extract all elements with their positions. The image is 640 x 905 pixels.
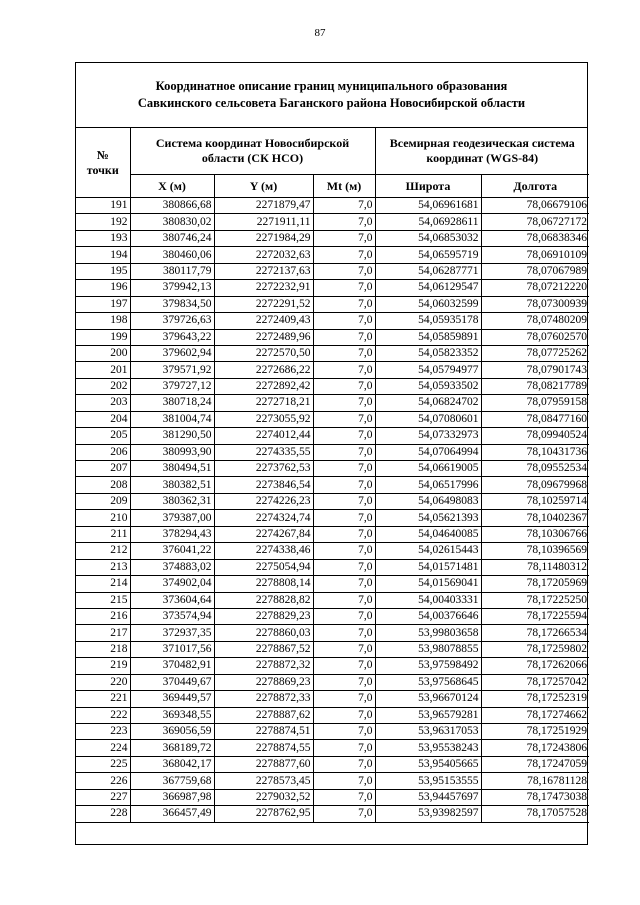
x-cell: 370449,67 xyxy=(130,674,214,690)
longitude-cell: 78,07725262 xyxy=(481,345,589,361)
latitude-cell: 53,97568645 xyxy=(375,674,481,690)
header-x: X (м) xyxy=(130,175,214,198)
table-row xyxy=(76,362,589,378)
y-cell: 2274335,55 xyxy=(214,444,313,460)
latitude-cell: 54,05823352 xyxy=(375,345,481,361)
latitude-cell: 53,93982597 xyxy=(375,806,481,822)
table-row xyxy=(76,559,589,575)
x-cell: 374883,02 xyxy=(130,559,214,575)
mt-cell: 7,0 xyxy=(313,329,375,345)
latitude-cell: 54,06129547 xyxy=(375,280,481,296)
x-cell: 380382,51 xyxy=(130,477,214,493)
x-cell: 379834,50 xyxy=(130,296,214,312)
latitude-cell: 54,00376646 xyxy=(375,608,481,624)
mt-cell: 7,0 xyxy=(313,411,375,427)
longitude-cell: 78,09679968 xyxy=(481,477,589,493)
mt-cell: 7,0 xyxy=(313,674,375,690)
point-number-cell: 199 xyxy=(76,329,130,345)
latitude-cell: 54,06498083 xyxy=(375,493,481,509)
point-number-cell: 219 xyxy=(76,658,130,674)
longitude-cell: 78,07067989 xyxy=(481,263,589,279)
table-row xyxy=(76,493,589,509)
header-local-system: Система координат Новосибирской области (СК НСО) xyxy=(130,128,375,175)
y-cell: 2272718,21 xyxy=(214,395,313,411)
table-row xyxy=(76,789,589,805)
table-row xyxy=(76,576,589,592)
table-row xyxy=(76,756,589,772)
latitude-cell: 53,98078855 xyxy=(375,641,481,657)
mt-cell: 7,0 xyxy=(313,526,375,542)
x-cell: 380830,02 xyxy=(130,214,214,230)
mt-cell: 7,0 xyxy=(313,345,375,361)
y-cell: 2278874,55 xyxy=(214,740,313,756)
longitude-cell: 78,17225250 xyxy=(481,592,589,608)
longitude-cell: 78,07480209 xyxy=(481,313,589,329)
point-number-cell: 195 xyxy=(76,263,130,279)
longitude-cell: 78,16781128 xyxy=(481,773,589,789)
longitude-cell: 78,08217789 xyxy=(481,378,589,394)
point-number-cell: 222 xyxy=(76,707,130,723)
latitude-cell: 53,99803658 xyxy=(375,625,481,641)
point-number-cell: 205 xyxy=(76,428,130,444)
point-number-cell: 198 xyxy=(76,313,130,329)
latitude-cell: 53,95538243 xyxy=(375,740,481,756)
header-longitude: Долгота xyxy=(481,175,589,198)
latitude-cell: 53,96317053 xyxy=(375,724,481,740)
document-title xyxy=(76,63,587,128)
longitude-cell: 78,17057528 xyxy=(481,806,589,822)
longitude-cell: 78,17205969 xyxy=(481,576,589,592)
x-cell: 381290,50 xyxy=(130,428,214,444)
point-number-cell: 227 xyxy=(76,789,130,805)
mt-cell: 7,0 xyxy=(313,362,375,378)
y-cell: 2278762,95 xyxy=(214,806,313,822)
table-row xyxy=(76,625,589,641)
table-body xyxy=(76,198,589,823)
point-number-cell: 212 xyxy=(76,543,130,559)
point-number-cell: 206 xyxy=(76,444,130,460)
y-cell: 2272489,96 xyxy=(214,329,313,345)
mt-cell: 7,0 xyxy=(313,444,375,460)
point-number-cell: 226 xyxy=(76,773,130,789)
y-cell: 2274012,44 xyxy=(214,428,313,444)
mt-cell: 7,0 xyxy=(313,247,375,263)
mt-cell: 7,0 xyxy=(313,296,375,312)
latitude-cell: 54,01569041 xyxy=(375,576,481,592)
coordinates-table xyxy=(76,128,589,823)
point-number-cell: 200 xyxy=(76,345,130,361)
x-cell: 379643,22 xyxy=(130,329,214,345)
longitude-cell: 78,17274662 xyxy=(481,707,589,723)
table-row xyxy=(76,461,589,477)
point-number-cell: 197 xyxy=(76,296,130,312)
mt-cell: 7,0 xyxy=(313,395,375,411)
mt-cell: 7,0 xyxy=(313,608,375,624)
table-row xyxy=(76,707,589,723)
mt-cell: 7,0 xyxy=(313,559,375,575)
y-cell: 2272892,42 xyxy=(214,378,313,394)
point-number-cell: 207 xyxy=(76,461,130,477)
point-number-cell: 228 xyxy=(76,806,130,822)
y-cell: 2278874,51 xyxy=(214,724,313,740)
table-row xyxy=(76,543,589,559)
latitude-cell: 53,95405665 xyxy=(375,756,481,772)
longitude-cell: 78,17251929 xyxy=(481,724,589,740)
mt-cell: 7,0 xyxy=(313,740,375,756)
y-cell: 2274267,84 xyxy=(214,526,313,542)
latitude-cell: 53,94457697 xyxy=(375,789,481,805)
point-number-cell: 191 xyxy=(76,198,130,214)
mt-cell: 7,0 xyxy=(313,230,375,246)
point-number-cell: 223 xyxy=(76,724,130,740)
table-row xyxy=(76,313,589,329)
y-cell: 2278860,03 xyxy=(214,625,313,641)
y-cell: 2278829,23 xyxy=(214,608,313,624)
x-cell: 380494,51 xyxy=(130,461,214,477)
latitude-cell: 54,00403331 xyxy=(375,592,481,608)
longitude-cell: 78,17262066 xyxy=(481,658,589,674)
mt-cell: 7,0 xyxy=(313,773,375,789)
table-row xyxy=(76,296,589,312)
longitude-cell: 78,17266534 xyxy=(481,625,589,641)
latitude-cell: 54,04640085 xyxy=(375,526,481,542)
x-cell: 380746,24 xyxy=(130,230,214,246)
point-number-cell: 215 xyxy=(76,592,130,608)
x-cell: 379727,12 xyxy=(130,378,214,394)
table-row xyxy=(76,411,589,427)
mt-cell: 7,0 xyxy=(313,378,375,394)
mt-cell: 7,0 xyxy=(313,756,375,772)
latitude-cell: 54,05621393 xyxy=(375,510,481,526)
mt-cell: 7,0 xyxy=(313,263,375,279)
y-cell: 2271911,11 xyxy=(214,214,313,230)
point-number-cell: 220 xyxy=(76,674,130,690)
table-row xyxy=(76,658,589,674)
header-y: Y (м) xyxy=(214,175,313,198)
x-cell: 378294,43 xyxy=(130,526,214,542)
latitude-cell: 54,06928611 xyxy=(375,214,481,230)
x-cell: 370482,91 xyxy=(130,658,214,674)
table-row xyxy=(76,510,589,526)
table-row xyxy=(76,378,589,394)
point-number-cell: 217 xyxy=(76,625,130,641)
point-number-cell: 209 xyxy=(76,493,130,509)
y-cell: 2272686,22 xyxy=(214,362,313,378)
longitude-cell: 78,10396569 xyxy=(481,543,589,559)
point-number-cell: 201 xyxy=(76,362,130,378)
longitude-cell: 78,07602570 xyxy=(481,329,589,345)
longitude-cell: 78,17225594 xyxy=(481,608,589,624)
x-cell: 381004,74 xyxy=(130,411,214,427)
mt-cell: 7,0 xyxy=(313,477,375,493)
header-mt: Mt (м) xyxy=(313,175,375,198)
mt-cell: 7,0 xyxy=(313,806,375,822)
mt-cell: 7,0 xyxy=(313,198,375,214)
table-row xyxy=(76,740,589,756)
mt-cell: 7,0 xyxy=(313,724,375,740)
x-cell: 367759,68 xyxy=(130,773,214,789)
point-number-cell: 218 xyxy=(76,641,130,657)
latitude-cell: 53,95153555 xyxy=(375,773,481,789)
mt-cell: 7,0 xyxy=(313,576,375,592)
latitude-cell: 53,96670124 xyxy=(375,691,481,707)
x-cell: 379571,92 xyxy=(130,362,214,378)
longitude-cell: 78,10259714 xyxy=(481,493,589,509)
table-row xyxy=(76,247,589,263)
y-cell: 2274226,23 xyxy=(214,493,313,509)
longitude-cell: 78,17259802 xyxy=(481,641,589,657)
latitude-cell: 54,06287771 xyxy=(375,263,481,279)
point-number-cell: 214 xyxy=(76,576,130,592)
x-cell: 371017,56 xyxy=(130,641,214,657)
table-row xyxy=(76,806,589,822)
point-number-cell: 225 xyxy=(76,756,130,772)
point-number-cell: 210 xyxy=(76,510,130,526)
y-cell: 2274324,74 xyxy=(214,510,313,526)
x-cell: 373604,64 xyxy=(130,592,214,608)
table-row xyxy=(76,724,589,740)
y-cell: 2278828,82 xyxy=(214,592,313,608)
x-cell: 379387,00 xyxy=(130,510,214,526)
mt-cell: 7,0 xyxy=(313,789,375,805)
y-cell: 2278872,33 xyxy=(214,691,313,707)
x-cell: 366457,49 xyxy=(130,806,214,822)
latitude-cell: 54,02615443 xyxy=(375,543,481,559)
longitude-cell: 78,06679106 xyxy=(481,198,589,214)
y-cell: 2278872,32 xyxy=(214,658,313,674)
latitude-cell: 54,07332973 xyxy=(375,428,481,444)
y-cell: 2272137,63 xyxy=(214,263,313,279)
latitude-cell: 54,05933502 xyxy=(375,378,481,394)
y-cell: 2272409,43 xyxy=(214,313,313,329)
x-cell: 380866,68 xyxy=(130,198,214,214)
longitude-cell: 78,10402367 xyxy=(481,510,589,526)
longitude-cell: 78,17252319 xyxy=(481,691,589,707)
point-number-cell: 194 xyxy=(76,247,130,263)
longitude-cell: 78,06910109 xyxy=(481,247,589,263)
latitude-cell: 54,06595719 xyxy=(375,247,481,263)
table-row xyxy=(76,773,589,789)
table-row xyxy=(76,592,589,608)
mt-cell: 7,0 xyxy=(313,313,375,329)
x-cell: 379726,63 xyxy=(130,313,214,329)
latitude-cell: 54,05794977 xyxy=(375,362,481,378)
latitude-cell: 54,06517996 xyxy=(375,477,481,493)
mt-cell: 7,0 xyxy=(313,658,375,674)
mt-cell: 7,0 xyxy=(313,214,375,230)
longitude-cell: 78,09552534 xyxy=(481,461,589,477)
y-cell: 2278867,52 xyxy=(214,641,313,657)
title-line-2: Савкинского сельсовета Баганского района Новосибирской области xyxy=(137,96,526,110)
point-number-cell: 216 xyxy=(76,608,130,624)
latitude-cell: 54,07064994 xyxy=(375,444,481,460)
mt-cell: 7,0 xyxy=(313,625,375,641)
y-cell: 2271984,29 xyxy=(214,230,313,246)
mt-cell: 7,0 xyxy=(313,543,375,559)
header-wgs-system: Всемирная геодезическая система координат (WGS-84) xyxy=(375,128,589,175)
x-cell: 380718,24 xyxy=(130,395,214,411)
latitude-cell: 54,05935178 xyxy=(375,313,481,329)
x-cell: 379942,13 xyxy=(130,280,214,296)
longitude-cell: 78,06727172 xyxy=(481,214,589,230)
y-cell: 2273846,54 xyxy=(214,477,313,493)
y-cell: 2273762,53 xyxy=(214,461,313,477)
y-cell: 2271879,47 xyxy=(214,198,313,214)
latitude-cell: 53,96579281 xyxy=(375,707,481,723)
y-cell: 2278887,62 xyxy=(214,707,313,723)
x-cell: 369056,59 xyxy=(130,724,214,740)
y-cell: 2275054,94 xyxy=(214,559,313,575)
mt-cell: 7,0 xyxy=(313,493,375,509)
y-cell: 2278573,45 xyxy=(214,773,313,789)
y-cell: 2278869,23 xyxy=(214,674,313,690)
header-latitude: Широта xyxy=(375,175,481,198)
page-number: 87 xyxy=(314,27,326,39)
longitude-cell: 78,07959158 xyxy=(481,395,589,411)
longitude-cell: 78,11480312 xyxy=(481,559,589,575)
latitude-cell: 54,05859891 xyxy=(375,329,481,345)
point-number-cell: 204 xyxy=(76,411,130,427)
table-row xyxy=(76,641,589,657)
x-cell: 369449,57 xyxy=(130,691,214,707)
x-cell: 376041,22 xyxy=(130,543,214,559)
mt-cell: 7,0 xyxy=(313,641,375,657)
table-row xyxy=(76,198,589,214)
table-row xyxy=(76,608,589,624)
table-row xyxy=(76,526,589,542)
table-row xyxy=(76,345,589,361)
header-point-no: № точки xyxy=(76,128,130,198)
y-cell: 2274338,46 xyxy=(214,543,313,559)
table-row xyxy=(76,428,589,444)
latitude-cell: 54,07080601 xyxy=(375,411,481,427)
point-number-cell: 193 xyxy=(76,230,130,246)
mt-cell: 7,0 xyxy=(313,428,375,444)
x-cell: 380460,06 xyxy=(130,247,214,263)
x-cell: 380362,31 xyxy=(130,493,214,509)
y-cell: 2273055,92 xyxy=(214,411,313,427)
latitude-cell: 53,97598492 xyxy=(375,658,481,674)
y-cell: 2278877,60 xyxy=(214,756,313,772)
mt-cell: 7,0 xyxy=(313,691,375,707)
longitude-cell: 78,10306766 xyxy=(481,526,589,542)
mt-cell: 7,0 xyxy=(313,592,375,608)
table-row xyxy=(76,214,589,230)
table-row xyxy=(76,691,589,707)
table-row xyxy=(76,395,589,411)
longitude-cell: 78,08477160 xyxy=(481,411,589,427)
latitude-cell: 54,01571481 xyxy=(375,559,481,575)
y-cell: 2272032,63 xyxy=(214,247,313,263)
y-cell: 2272232,91 xyxy=(214,280,313,296)
x-cell: 369348,55 xyxy=(130,707,214,723)
x-cell: 368042,17 xyxy=(130,756,214,772)
longitude-cell: 78,17243806 xyxy=(481,740,589,756)
mt-cell: 7,0 xyxy=(313,461,375,477)
longitude-cell: 78,07300939 xyxy=(481,296,589,312)
table-row xyxy=(76,280,589,296)
mt-cell: 7,0 xyxy=(313,280,375,296)
title-line-1: Координатное описание границ муниципального образования xyxy=(155,79,508,93)
point-number-cell: 211 xyxy=(76,526,130,542)
document-frame xyxy=(75,62,588,845)
point-number-cell: 202 xyxy=(76,378,130,394)
point-number-cell: 221 xyxy=(76,691,130,707)
point-number-cell: 203 xyxy=(76,395,130,411)
table-row xyxy=(76,230,589,246)
table-row xyxy=(76,263,589,279)
y-cell: 2279032,52 xyxy=(214,789,313,805)
table-row xyxy=(76,444,589,460)
mt-cell: 7,0 xyxy=(313,707,375,723)
table-row xyxy=(76,674,589,690)
point-number-cell: 224 xyxy=(76,740,130,756)
longitude-cell: 78,07212220 xyxy=(481,280,589,296)
x-cell: 380117,79 xyxy=(130,263,214,279)
longitude-cell: 78,09940524 xyxy=(481,428,589,444)
y-cell: 2272291,52 xyxy=(214,296,313,312)
longitude-cell: 78,17247059 xyxy=(481,756,589,772)
x-cell: 373574,94 xyxy=(130,608,214,624)
longitude-cell: 78,17257042 xyxy=(481,674,589,690)
table-row xyxy=(76,329,589,345)
y-cell: 2278808,14 xyxy=(214,576,313,592)
table-row xyxy=(76,477,589,493)
longitude-cell: 78,07901743 xyxy=(481,362,589,378)
latitude-cell: 54,06961681 xyxy=(375,198,481,214)
x-cell: 374902,04 xyxy=(130,576,214,592)
x-cell: 366987,98 xyxy=(130,789,214,805)
latitude-cell: 54,06032599 xyxy=(375,296,481,312)
point-number-cell: 196 xyxy=(76,280,130,296)
x-cell: 379602,94 xyxy=(130,345,214,361)
longitude-cell: 78,06838346 xyxy=(481,230,589,246)
x-cell: 368189,72 xyxy=(130,740,214,756)
longitude-cell: 78,10431736 xyxy=(481,444,589,460)
latitude-cell: 54,06853032 xyxy=(375,230,481,246)
longitude-cell: 78,17473038 xyxy=(481,789,589,805)
mt-cell: 7,0 xyxy=(313,510,375,526)
latitude-cell: 54,06619005 xyxy=(375,461,481,477)
x-cell: 380993,90 xyxy=(130,444,214,460)
point-number-cell: 213 xyxy=(76,559,130,575)
x-cell: 372937,35 xyxy=(130,625,214,641)
point-number-cell: 192 xyxy=(76,214,130,230)
point-number-cell: 208 xyxy=(76,477,130,493)
latitude-cell: 54,06824702 xyxy=(375,395,481,411)
y-cell: 2272570,50 xyxy=(214,345,313,361)
